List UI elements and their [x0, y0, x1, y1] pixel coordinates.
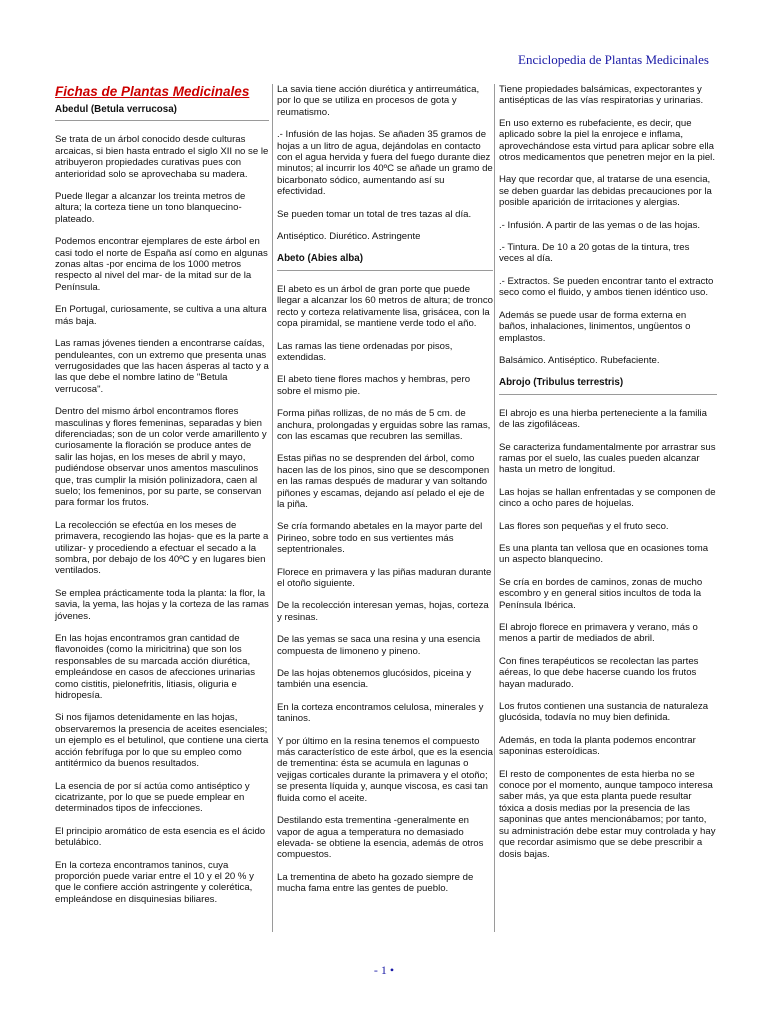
paragraph: El abrojo florece en primavera y verano, más o menos a partir de mediados de abril. [499, 622, 698, 645]
paragraph: El abrojo es una hierba perteneciente a la familia de las zigofiláceas. [499, 407, 707, 431]
paragraph: Forma piñas rollizas, de no más de 5 cm. de anchura, prolongadas y erguidas sobre las ramas, con las escamas que recubren las semillas. [277, 408, 491, 442]
paragraph: El abeto tiene flores machos y hembras, pero sobre el mismo pie. [277, 374, 471, 397]
paragraph: Tiene propiedades balsámicas, expectorantes y antisépticas de las vías respiratorias y urinarias. [499, 84, 704, 107]
paragraph: Balsámico. Antiséptico. Rubefaciente. [499, 354, 660, 366]
paragraph: El abeto es un árbol de gran porte que puede llegar a alcanzar los 60 metros de altura; de tronco recto y corteza relativamente lisa, grisácea, con la copa piramidal, se mantiene verde todo el año. [277, 283, 493, 330]
paragraph: Es una planta tan vellosa que en ocasiones toma un aspecto blanquecino. [499, 542, 709, 566]
paragraph: La recolección se efectúa en los meses de primavera, recogiendo las hojas- que es la parte a utilizar- y procediendo a efectuar el secado a la sombra, por debajo de los 40ºC y en lugares bien ventilados. [55, 519, 269, 577]
paragraph: Las flores son pequeñas y el fruto seco. [499, 520, 669, 532]
paragraph: En las hojas encontramos gran cantidad de flavonoides (como la miricitrina) que son los responsables de su marcada acción diurética, empleándose en casos de afecciones urinarias como cistitis, pielonefritis, litiasis, oliguria e hidropesía. [55, 633, 255, 702]
document-title: Fichas de Plantas Medicinales [55, 84, 250, 99]
column-2 [277, 84, 493, 906]
page-number: - 1 • [373, 963, 395, 977]
paragraph: Se emplea prácticamente toda la planta: la flor, la savia, la yema, las hojas y la corteza de las ramas jóvenes. [55, 587, 269, 622]
column-divider [272, 84, 273, 932]
paragraph: Hay que recordar que, al tratarse de una esencia, se deben guardar las debidas precauciones por la posible aparición de irritaciones y alergias. [499, 174, 712, 209]
paragraph: De las yemas se saca una resina y una esencia compuesta de limoneno y pineno. [277, 634, 481, 657]
paragraph: Además, en toda la planta podemos encontrar saponinas esteroídicas. [499, 734, 696, 758]
paragraph: La savia tiene acción diurética y antirreumática, por lo que se utiliza en procesos de gota y reumatismo. [277, 84, 480, 118]
section-heading-abeto: Abeto (Abies alba) [277, 253, 493, 270]
paragraph: Se pueden tomar un total de tres tazas al día. [277, 208, 472, 220]
paragraph: Se cría formando abetales en la mayor parte del Pirineo, sobre todo en sus vertientes más septentrionales. [277, 521, 483, 556]
paragraph: Puede llegar a alcanzar los treinta metros de altura; la corteza tiene un tono blanquecino-plateado. [55, 191, 246, 225]
column-1 [55, 84, 269, 916]
paragraph: Dentro del mismo árbol encontramos flores masculinas y flores femeninas, separadas y bien diferenciadas; son de un color verde amarillento y curiosamente la floración se produce antes de salir las hojas, en los meses de abril y mayo, pudiéndose observar unos amentos masculinos que, tras cumplir la misión polinizadora, caen al suelo; los femeninos, por su parte, se conservan para formar los frutos. [55, 406, 267, 509]
paragraph: La trementina de abeto ha gozado siempre de mucha fama entre las gentes de pueblo. [277, 871, 474, 895]
paragraph: Se caracteriza fundamentalmente por arrastrar sus ramas por el suelo, las cuales pueden alcanzar hasta un metro de longitud. [499, 441, 716, 476]
section-heading-abedul: Abedul (Betula verrucosa) [55, 104, 269, 121]
paragraph: Las ramas las tiene ordenadas por pisos, extendidas. [277, 340, 453, 363]
paragraph: .- Tintura. De 10 a 20 gotas de la tintura, tres veces al día. [499, 242, 690, 265]
col1-body [55, 134, 269, 905]
paragraph: Podemos encontrar ejemplares de este árbol en casi todo el norte de España así como en algunas zonas altas -por encima de los 1000 metros respecto al nivel del mar- de la mitad sur de la Península. [55, 236, 268, 293]
paragraph: El principio aromático de esta esencia es el ácido betulábico. [55, 825, 266, 849]
paragraph: En la corteza encontramos celulosa, minerales y taninos. [277, 701, 484, 725]
paragraph: Se trata de un árbol conocido desde culturas arcaicas, si bien hasta entrado el siglo XII no se le atribuyeron propiedades curativas pues con anterioridad solo se aprovechaba su madera. [55, 134, 269, 180]
column-3 [499, 84, 717, 871]
paragraph: Estas piñas no se desprenden del árbol, como hacen las de los pinos, sino que se descomponen en las ramas después de madurar y van soltando piñones y escamas, dejando así pelado el eje de la piña. [277, 453, 490, 510]
paragraph: Las ramas jóvenes tienden a encontrarse caídas, penduleantes, con un extremo que presenta unas verrugosidades que las hacen ásperas al tacto y a las que debe el nombre latino de "Betula verrucosa". [55, 338, 269, 395]
paragraph: Si nos fijamos detenidamente en las hojas, observaremos la presencia de aceites esenciales; un ejemplo es el betulinol, que contiene una cierta acción febrífuga por lo que su empleo como antitérmico da buenos resultados. [55, 712, 269, 770]
section-heading-abrojo: Abrojo (Tribulus terrestris) [499, 377, 717, 394]
column-divider [494, 84, 495, 932]
paragraph: El resto de componentes de esta hierba no se conoce por el momento, aunque tampoco interesa saber más, ya que esta planta puede resultar tóxica a dosis medias por la presencia de las saponinas que antes mencionábamos; por tanto, su administración debe estar muy controlada y hay que recordar asimismo que se debe prescribir a dosis bajas. [499, 768, 716, 860]
paragraph: .- Infusión de las hojas. Se añaden 35 gramos de hojas a un litro de agua, dejándolas en contacto con el agua hervida y fuera del fuego durante diez minutos; al incurrir los 40ºC se añade un gramo de bicarbonato sódico, aumentando así su efectividad. [277, 129, 493, 198]
paragraph: En Portugal, curiosamente, se cultiva a una altura más baja. [55, 304, 267, 327]
paragraph: De la recolección interesan yemas, hojas, corteza y resinas. [277, 600, 489, 623]
paragraph: Florece en primavera y las piñas maduran durante el otoño siguiente. [277, 566, 492, 589]
paragraph: Destilando esta trementina -generalmente en vapor de agua a temperatura no demasiado elevada- se obtiene la esencia, además de otros compuestos. [277, 815, 484, 861]
paragraph: Además se puede usar de forma externa en baños, inhalaciones, linimentos, ungüentos o emplastos. [499, 309, 691, 344]
paragraph: Con fines terapéuticos se recolectan las partes aéreas, lo que debe hacerse cuando los frutos hayan madurado. [499, 655, 699, 690]
paragraph: Las hojas se hallan enfrentadas y se componen de cinco a ocho pares de hojuelas. [499, 486, 716, 510]
paragraph: La esencia de por sí actúa como antiséptico y cicatrizante, por lo que se puede emplear en determinados tipos de infecciones. [55, 780, 250, 815]
paragraph: Se cría en bordes de caminos, zonas de mucho escombro y en general sitios incultos de toda la Península Ibérica. [499, 576, 703, 611]
paragraph: De las hojas obtenemos glucósidos, piceina y también una esencia. [277, 668, 472, 691]
paragraph: En uso externo es rubefaciente, es decir, que aplicado sobre la piel la enrojece e inflama, aprovechándose esta virtud para aplicar sobre ella otros medicamentos que penetren mejor en la piel. [499, 117, 715, 164]
paragraph: Los frutos contienen una sustancia de naturaleza glucósida, todavía no muy bien definida. [499, 701, 709, 724]
paragraph: En la corteza encontramos taninos, cuya proporción puede variar entre el 10 y el 20 % y que le confiere acción astringente y colerética, empleándose en disquinesias biliares. [55, 859, 254, 905]
page-header-title: Enciclopedia de Plantas Medicinales [518, 52, 709, 67]
paragraph: Antiséptico. Diurético. Astringente [277, 231, 421, 243]
paragraph: .- Infusión. A partir de las yemas o de las hojas. [499, 219, 701, 231]
paragraph: .- Extractos. Se pueden encontrar tanto el extracto seco como el fluido, y ambos tienen idéntico uso. [499, 275, 714, 299]
paragraph: Y por último en la resina tenemos el compuesto más característico de este árbol, que es la esencia de trementina: ésta se acumula en lagunas o vejigas corticales durante la primavera y el otoño; se presenta líquida y, aunque viscosa, es casi tan fluida como el aceite. [277, 735, 493, 804]
